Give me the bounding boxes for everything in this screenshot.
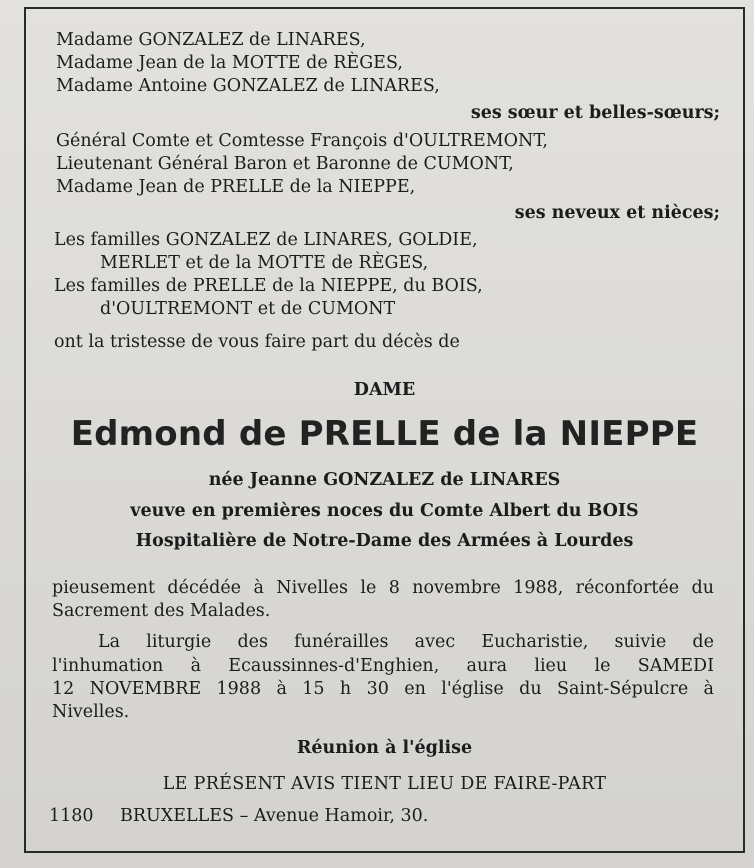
family-line-1: Madame GONZALEZ de LINARES, [56, 30, 366, 50]
funeral-line-1-wrap [52, 632, 714, 652]
deceased-name: Edmond de PRELLE de la NIEPPE [70, 414, 699, 454]
funeral-line-4: Nivelles. [52, 702, 130, 722]
families-line-2: MERLET et de la MOTTE de RÈGES, [100, 253, 429, 273]
death-line-2: Sacrement des Malades. [52, 601, 271, 621]
title-word: DAME [353, 380, 416, 400]
detail-widow: veuve en premières noces du Comte Albert du BOIS [130, 501, 639, 521]
funeral-paragraph [52, 656, 714, 722]
death-line-1: pieusement décédée à Nivelles le 8 novembre 1988, réconfortée du [52, 578, 714, 598]
detail-birth-name: née Jeanne GONZALEZ de LINARES [208, 470, 561, 490]
family-line-2: Madame Jean de la MOTTE de RÈGES, [56, 53, 403, 73]
death-paragraph [52, 578, 714, 621]
nephew-line-2: Lieutenant Général Baron et Baronne de CUMONT, [56, 154, 514, 174]
families-line-3: Les familles de PRELLE de la NIEPPE, du BOIS, [54, 276, 483, 296]
families-line-4: d'OULTREMONT et de CUMONT [100, 299, 396, 319]
reunion: Réunion à l'église [296, 738, 473, 758]
nephew-line-1: Général Comte et Comtesse François d'OULTREMONT, [56, 131, 548, 151]
detail-hospitaliere: Hospitalière de Notre-Dame des Armées à Lourdes [135, 531, 634, 551]
address-street: BRUXELLES – Avenue Hamoir, 30. [120, 806, 429, 826]
funeral-line-1: La liturgie des funérailles avec Eucharistie, suivie de [98, 632, 714, 652]
notice: LE PRÉSENT AVIS TIENT LIEU DE FAIRE-PART [162, 774, 607, 794]
funeral-line-3: 12 NOVEMBRE 1988 à 15 h 30 en l'église du Saint-Sépulcre à [52, 679, 714, 699]
funeral-line-2: l'inhumation à Ecaussinnes-d'Enghien, aura lieu le SAMEDI [52, 656, 714, 676]
announcement: ont la tristesse de vous faire part du décès de [54, 332, 460, 352]
relation-nephews: ses neveux et nièces; [514, 203, 720, 223]
family-line-3: Madame Antoine GONZALEZ de LINARES, [56, 76, 440, 96]
relation-sisters: ses sœur et belles-sœurs; [470, 103, 720, 123]
postcode: 1180 [49, 806, 94, 826]
families-line-1: Les familles GONZALEZ de LINARES, GOLDIE, [54, 230, 478, 250]
nephew-line-3: Madame Jean de PRELLE de la NIEPPE, [56, 177, 416, 197]
